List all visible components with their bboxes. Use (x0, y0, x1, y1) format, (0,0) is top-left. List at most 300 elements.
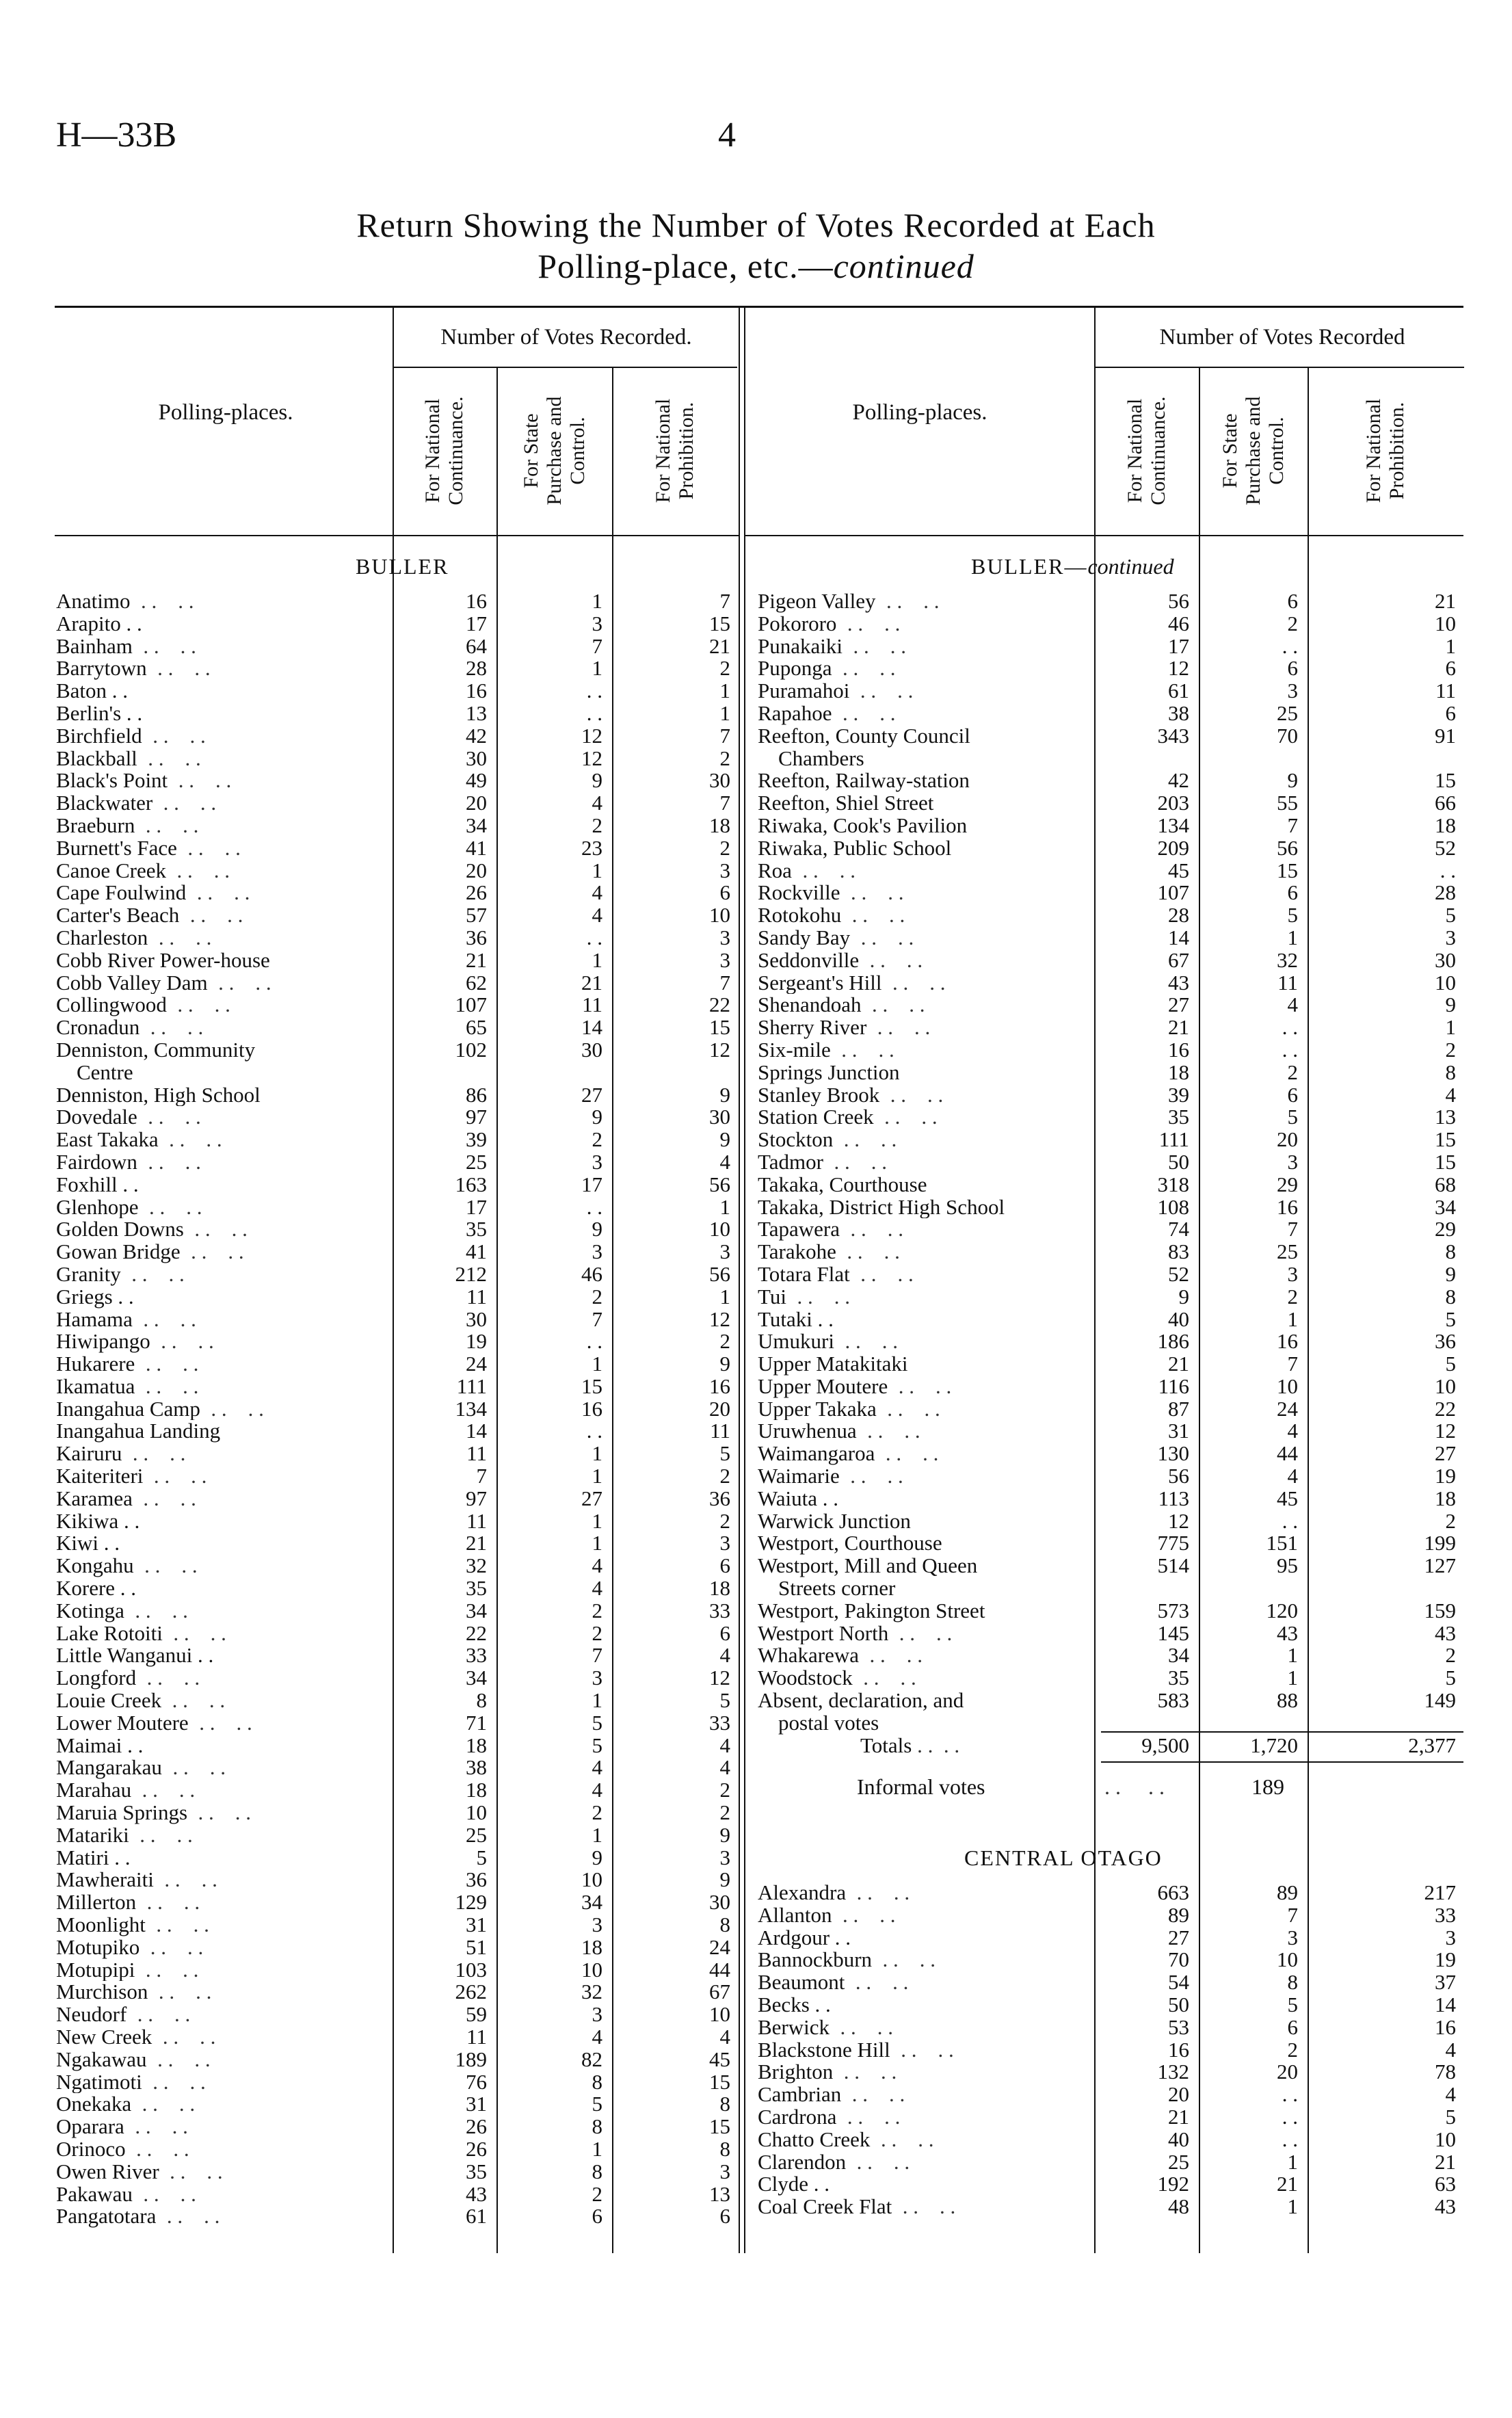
continuance-votes: 21 (466, 1532, 487, 1555)
table-row (56, 1106, 740, 1129)
continuance-votes: 38 (1168, 702, 1189, 725)
continuance-votes: 21 (466, 949, 487, 972)
polling-place: Onekaka . . . . (56, 2093, 196, 2116)
table-row (56, 1824, 740, 1847)
continuance-votes: 514 (1157, 1555, 1189, 1578)
polling-place: Carter's Beach . . . . (56, 904, 243, 927)
table-row (758, 725, 1465, 748)
table-row (56, 837, 740, 860)
table-row (758, 613, 1465, 635)
purchase-votes: 44 (1277, 1443, 1298, 1466)
continuance-votes: 46 (1168, 612, 1189, 635)
continuance-votes: 192 (1157, 2173, 1189, 2196)
continuance-votes: 129 (455, 1891, 487, 1915)
continuance-votes: 10 (466, 1802, 487, 1824)
purchase-votes: 21 (581, 971, 602, 995)
page-number: 4 (718, 116, 736, 155)
table-row (758, 1106, 1465, 1129)
purchase-votes: 1 (592, 1443, 602, 1466)
continuance-votes: 49 (466, 770, 487, 793)
purchase-votes: 46 (581, 1263, 602, 1286)
table-row (56, 1869, 740, 1891)
polling-place: Kongahu . . . . (56, 1555, 198, 1578)
polling-place: Kotinga . . . . (56, 1599, 188, 1622)
purchase-votes: 25 (1277, 702, 1298, 725)
prohibition-votes: 10 (1435, 971, 1456, 995)
table-row (56, 1151, 740, 1174)
polling-place: Canoe Creek . . . . (56, 859, 230, 882)
continuance-votes: 11 (466, 1443, 487, 1466)
continuance-votes: 116 (1158, 1375, 1189, 1398)
table-row (56, 1757, 740, 1779)
polling-place: Tadmor . . . . (758, 1151, 887, 1174)
polling-place: Kaiteriteri . . . . (56, 1465, 207, 1488)
prohibition-votes: 6 (719, 1555, 730, 1578)
polling-place: Charleston . . . . (56, 926, 212, 949)
polling-place: Riwaka, Public School (758, 837, 952, 860)
prohibition-votes: 3 (719, 926, 730, 949)
table-row (758, 2084, 1465, 2106)
right-votes-recorded-header: Number of Votes Recorded (1159, 325, 1405, 350)
continuance-votes: 663 (1157, 1882, 1189, 1904)
table-row (758, 1532, 1465, 1555)
continuance-votes: 34 (1168, 1644, 1189, 1668)
table-row (758, 635, 1465, 658)
table-row (56, 1712, 740, 1735)
purchase-votes: . . (586, 702, 602, 725)
subtitle-continued: continued (833, 247, 974, 285)
continuance-votes: 11 (466, 1285, 487, 1309)
prohibition-votes: 28 (1435, 882, 1456, 905)
polling-place: Denniston, Community (56, 1038, 256, 1062)
prohibition-votes: 21 (709, 635, 730, 658)
table-row (56, 1667, 740, 1690)
purchase-votes: 4 (592, 1779, 602, 1802)
continuance-votes: 17 (1168, 635, 1189, 658)
polling-place: Hamama . . . . (56, 1308, 196, 1331)
table-row (56, 792, 740, 815)
purchase-votes: 70 (1277, 724, 1298, 748)
polling-place: Clyde . . (758, 2173, 830, 2196)
polling-place: Denniston, High School (56, 1083, 261, 1107)
prohibition-votes: 5 (719, 1690, 730, 1712)
table-row (56, 1353, 740, 1376)
purchase-votes: 2 (592, 1599, 602, 1622)
informal-votes-value: 189 (1251, 1774, 1284, 1799)
table-row (56, 1644, 740, 1667)
table-row (758, 1129, 1465, 1151)
polling-place: Baton . . (56, 680, 129, 702)
table-row (758, 1882, 1465, 1904)
prohibition-votes: 52 (1435, 837, 1456, 860)
purchase-votes: 3 (1287, 1263, 1298, 1286)
prohibition-votes: 12 (709, 1667, 730, 1690)
continuance-votes: 11 (466, 1510, 487, 1533)
table-row (758, 2039, 1465, 2062)
purchase-votes: . . (1282, 1016, 1298, 1039)
polling-place: Lower Moutere . . . . (56, 1711, 252, 1735)
polling-place: Golden Downs . . . . (56, 1218, 248, 1241)
totals-continuance: 9,500 (1141, 1735, 1189, 1757)
prohibition-votes: 7 (719, 792, 730, 815)
prohibition-votes: 36 (709, 1487, 730, 1510)
purchase-votes: 10 (581, 1869, 602, 1892)
totals-prohibition: 2,377 (1408, 1735, 1456, 1757)
table-row (758, 1927, 1465, 1949)
prohibition-votes: 15 (709, 2071, 730, 2094)
table-row (758, 702, 1465, 725)
continuance-votes: 20 (1168, 2084, 1189, 2106)
table-row (758, 904, 1465, 927)
continuance-votes: 18 (1168, 1061, 1189, 1084)
table-row (56, 2003, 740, 2026)
prohibition-votes: 9 (719, 1869, 730, 1892)
prohibition-votes: 10 (709, 2003, 730, 2026)
prohibition-votes: 30 (709, 1106, 730, 1129)
table-row (56, 1218, 740, 1241)
polling-place: Springs Junction (758, 1061, 900, 1084)
table-row (56, 590, 740, 613)
prohibition-votes: 56 (709, 1173, 730, 1196)
polling-place: Chambers (778, 747, 864, 770)
purchase-votes: 7 (592, 635, 602, 658)
polling-place: Mangarakau . . . . (56, 1757, 226, 1780)
purchase-votes: 9 (1287, 770, 1298, 793)
continuance-votes: 48 (1168, 2196, 1189, 2218)
continuance-votes: 41 (466, 837, 487, 860)
purchase-votes: 16 (1277, 1196, 1298, 1219)
purchase-votes: 7 (1287, 1904, 1298, 1927)
table-row (758, 2173, 1465, 2196)
continuance-votes: 22 (466, 1622, 487, 1645)
polling-place: Coal Creek Flat . . . . (758, 2196, 956, 2218)
polling-place: Waimangaroa . . . . (758, 1443, 939, 1466)
continuance-votes: 11 (466, 2026, 487, 2049)
prohibition-votes: 43 (1435, 1622, 1456, 1645)
polling-place: Inangahua Landing (56, 1420, 221, 1443)
prohibition-votes: 6 (1445, 657, 1456, 681)
purchase-votes: 1 (592, 1532, 602, 1555)
continuance-votes: 134 (455, 1397, 487, 1421)
purchase-votes: 10 (581, 1958, 602, 1982)
continuance-votes: 12 (1168, 1510, 1189, 1533)
polling-place: Maruia Springs . . . . (56, 1802, 252, 1824)
purchase-votes: 4 (1287, 994, 1298, 1017)
continuance-votes: 186 (1157, 1330, 1189, 1354)
continuance-votes: 40 (1168, 1308, 1189, 1331)
purchase-votes: 27 (581, 1487, 602, 1510)
purchase-votes: 88 (1277, 1690, 1298, 1712)
polling-place: Owen River . . . . (56, 2160, 223, 2183)
prohibition-votes: 6 (719, 1622, 730, 1645)
purchase-votes: 20 (1277, 2061, 1298, 2084)
prohibition-votes: 15 (709, 612, 730, 635)
purchase-votes: . . (1282, 1510, 1298, 1533)
table-row (758, 1016, 1465, 1039)
purchase-votes: 4 (592, 792, 602, 815)
continuance-votes: 14 (466, 1420, 487, 1443)
continuance-votes: 21 (1168, 2105, 1189, 2129)
purchase-votes: 3 (592, 612, 602, 635)
continuance-votes: 19 (466, 1330, 487, 1354)
prohibition-votes: 22 (709, 994, 730, 1017)
purchase-votes: 1 (1287, 2151, 1298, 2174)
prohibition-votes: 10 (709, 904, 730, 927)
polling-place: Station Creek . . . . (758, 1106, 938, 1129)
purchase-votes: 10 (1277, 1949, 1298, 1972)
prohibition-votes: 7 (719, 724, 730, 748)
table-row (758, 1263, 1465, 1286)
purchase-votes: 27 (581, 1083, 602, 1107)
continuance-votes: 56 (1168, 1465, 1189, 1488)
polling-place: Allanton . . . . (758, 1904, 896, 1927)
prohibition-votes: 18 (1435, 1487, 1456, 1510)
table-row (56, 927, 740, 949)
continuance-votes: 8 (476, 1690, 487, 1712)
polling-place: Blackwater . . . . (56, 792, 217, 815)
continuance-votes: 25 (466, 1151, 487, 1174)
table-row (56, 1600, 740, 1622)
continuance-votes: 41 (466, 1241, 487, 1263)
prohibition-votes: 4 (719, 1757, 730, 1780)
continuance-votes: 343 (1157, 724, 1189, 748)
prohibition-votes: 3 (719, 2160, 730, 2183)
purchase-votes: 3 (592, 2003, 602, 2026)
prohibition-votes: 2 (719, 1465, 730, 1488)
purchase-votes: 30 (581, 1038, 602, 1062)
purchase-votes (496, 1062, 612, 1084)
prohibition-votes: 18 (709, 1577, 730, 1600)
prohibition-votes: 34 (1435, 1196, 1456, 1219)
polling-place: Upper Takaka . . . . (758, 1397, 940, 1421)
polling-place: East Takaka . . . . (56, 1129, 222, 1151)
continuance-votes: 65 (466, 1016, 487, 1039)
table-row (56, 1016, 740, 1039)
purchase-votes: 25 (1277, 1241, 1298, 1263)
polling-place: Motupipi . . . . (56, 1958, 199, 1982)
table-row (56, 1577, 740, 1600)
prohibition-votes: 217 (1424, 1882, 1456, 1904)
prohibition-votes: 1 (1445, 1016, 1456, 1039)
purchase-votes: . . (1282, 2105, 1298, 2129)
prohibition-votes: 3 (719, 1241, 730, 1263)
polling-place: Granity . . . . (56, 1263, 185, 1286)
left-purchase-header: For State Purchase and Control. (520, 396, 589, 505)
table-row (758, 748, 1465, 770)
polling-place: Neudorf . . . . (56, 2003, 191, 2026)
table-row (56, 1936, 740, 1959)
polling-place: Inangahua Camp . . . . (56, 1397, 264, 1421)
purchase-votes: 3 (1287, 1151, 1298, 1174)
purchase-votes: . . (1282, 2084, 1298, 2106)
table-row (758, 1241, 1465, 1263)
purchase-votes: 1 (592, 2138, 602, 2161)
continuance-votes: 111 (1158, 1129, 1189, 1151)
polling-place: Upper Moutere . . . . (758, 1375, 952, 1398)
purchase-votes: 1 (592, 1690, 602, 1712)
table-row (56, 882, 740, 904)
prohibition-votes: 36 (1435, 1330, 1456, 1354)
table-row (56, 1084, 740, 1107)
table-row (758, 1353, 1465, 1376)
purchase-votes: 15 (581, 1375, 602, 1398)
continuance-votes: 97 (466, 1487, 487, 1510)
continuance-votes: 17 (466, 1196, 487, 1219)
table-row (56, 1981, 740, 2003)
purchase-votes: . . (586, 1330, 602, 1354)
continuance-votes: 38 (466, 1757, 487, 1780)
purchase-votes: 1 (1287, 1644, 1298, 1668)
continuance-votes: 31 (466, 2093, 487, 2116)
continuance-votes: 108 (1157, 1196, 1189, 1219)
table-row (56, 1532, 740, 1555)
continuance-votes: 36 (466, 926, 487, 949)
continuance-votes: 35 (1168, 1667, 1189, 1690)
prohibition-votes (612, 1062, 740, 1084)
continuance-votes: 54 (1168, 1971, 1189, 1994)
table-row (56, 1241, 740, 1263)
purchase-votes: 95 (1277, 1555, 1298, 1578)
purchase-votes: 4 (1287, 1465, 1298, 1488)
polling-place: Moonlight . . . . (56, 1914, 209, 1936)
table-row (56, 1959, 740, 1982)
purchase-votes: 21 (1277, 2173, 1298, 2196)
table-row (758, 1600, 1465, 1622)
table-row (56, 972, 740, 995)
continuance-votes: 17 (466, 612, 487, 635)
continuance-votes: 50 (1168, 1151, 1189, 1174)
continuance-votes: 16 (1168, 1038, 1189, 1062)
purchase-votes: 18 (581, 1936, 602, 1959)
purchase-votes (1199, 748, 1308, 770)
continuance-votes: 130 (1157, 1443, 1189, 1466)
continuance-votes: 209 (1157, 837, 1189, 860)
continuance-votes: 12 (1168, 657, 1189, 681)
polling-place: Pigeon Valley . . . . (758, 590, 940, 613)
polling-place: Punakaiki . . . . (758, 635, 906, 658)
prohibition-votes: 149 (1424, 1690, 1456, 1712)
continuance-votes: 35 (466, 2160, 487, 2183)
prohibition-votes: 5 (719, 1443, 730, 1466)
polling-place: Blackstone Hill . . . . (758, 2038, 954, 2062)
polling-place: Rotokohu . . . . (758, 904, 905, 927)
prohibition-votes: 18 (709, 814, 730, 837)
continuance-votes: 145 (1157, 1622, 1189, 1645)
purchase-votes: 9 (592, 770, 602, 793)
purchase-votes: 7 (1287, 1353, 1298, 1376)
right-polling-places-header: Polling-places. (852, 400, 987, 425)
page-subtitle (0, 246, 1512, 286)
purchase-votes: 4 (592, 1555, 602, 1578)
continuance-votes: 21 (1168, 1353, 1189, 1376)
prohibition-votes: 4 (1445, 2038, 1456, 2062)
purchase-votes: 23 (581, 837, 602, 860)
continuance-votes: 24 (466, 1353, 487, 1376)
table-row (56, 994, 740, 1016)
table-row (56, 2026, 740, 2049)
table-row (56, 1465, 740, 1488)
purchase-votes: 16 (1277, 1330, 1298, 1354)
prohibition-votes: 19 (1435, 1465, 1456, 1488)
prohibition-votes: 2 (1445, 1038, 1456, 1062)
central-otago-heading: CENTRAL OTAGO (964, 1845, 1163, 1870)
polling-place: Foxhill . . (56, 1173, 139, 1196)
polling-place: Oparara . . . . (56, 2116, 188, 2138)
polling-place: Riwaka, Cook's Pavilion (758, 814, 968, 837)
table-row (758, 1376, 1465, 1398)
prohibition-votes: 30 (1435, 949, 1456, 972)
continuance-votes: 40 (1168, 2128, 1189, 2151)
prohibition-votes: 12 (709, 1038, 730, 1062)
polling-place: Little Wanganui . . (56, 1644, 214, 1668)
polling-place: Uruwhenua . . . . (758, 1420, 920, 1443)
center-divider-2 (744, 307, 745, 2253)
polling-place: Sherry River . . . . (758, 1016, 931, 1039)
prohibition-votes: 9 (719, 1824, 730, 1847)
purchase-votes: 2 (592, 1129, 602, 1151)
continuance-votes: 21 (1168, 1016, 1189, 1039)
right-prohibition-header: For National Prohibition. (1362, 398, 1408, 503)
polling-place: postal votes (778, 1711, 879, 1735)
prohibition-votes: 3 (719, 1846, 730, 1869)
prohibition-votes: 29 (1435, 1218, 1456, 1241)
prohibition-votes: 4 (1445, 1083, 1456, 1107)
purchase-votes: 17 (581, 1173, 602, 1196)
polling-place: Matariki . . . . (56, 1824, 193, 1847)
prohibition-votes: . . (1440, 859, 1456, 882)
table-row (758, 1971, 1465, 1994)
prohibition-votes: 5 (1445, 1353, 1456, 1376)
table-row (758, 1218, 1465, 1241)
purchase-votes: 6 (1287, 882, 1298, 905)
purchase-votes: 9 (592, 1218, 602, 1241)
polling-place: Kairuru . . . . (56, 1443, 186, 1466)
polling-place: Tutaki . . (758, 1308, 834, 1331)
purchase-votes: 4 (592, 1757, 602, 1780)
prohibition-votes: 8 (1445, 1241, 1456, 1263)
purchase-votes: 45 (1277, 1487, 1298, 1510)
polling-place: Warwick Junction (758, 1510, 911, 1533)
table-row (56, 1330, 740, 1353)
purchase-votes: 7 (1287, 814, 1298, 837)
continuance-votes: 20 (466, 859, 487, 882)
table-row (758, 2151, 1465, 2174)
purchase-votes: 11 (582, 994, 602, 1017)
continuance-votes: 18 (466, 1779, 487, 1802)
table-row (758, 1690, 1465, 1712)
right-section-name: BULLER— (971, 554, 1088, 579)
page-title: Return Showing the Number of Votes Recorded at Each (356, 206, 1156, 244)
prohibition-votes: 15 (1435, 1129, 1456, 1151)
continuance-votes: 86 (466, 1083, 487, 1107)
continuance-votes: 32 (466, 1555, 487, 1578)
table-row (758, 815, 1465, 837)
continuance-votes: 212 (455, 1263, 487, 1286)
polling-place: Korere . . (56, 1577, 137, 1600)
continuance-votes: 62 (466, 971, 487, 995)
prohibition-votes: 2 (1445, 1510, 1456, 1533)
continuance-votes: 132 (1157, 2061, 1189, 2084)
polling-place: Totara Flat . . . . (758, 1263, 914, 1286)
table-row (56, 1420, 740, 1443)
prohibition-votes: 56 (709, 1263, 730, 1286)
purchase-votes: . . (586, 1420, 602, 1443)
prohibition-votes: 159 (1424, 1599, 1456, 1622)
continuance-votes: 14 (1168, 926, 1189, 949)
continuance-votes: 20 (466, 792, 487, 815)
purchase-votes: 3 (592, 1151, 602, 1174)
polling-place: Ngakawau . . . . (56, 2048, 211, 2071)
